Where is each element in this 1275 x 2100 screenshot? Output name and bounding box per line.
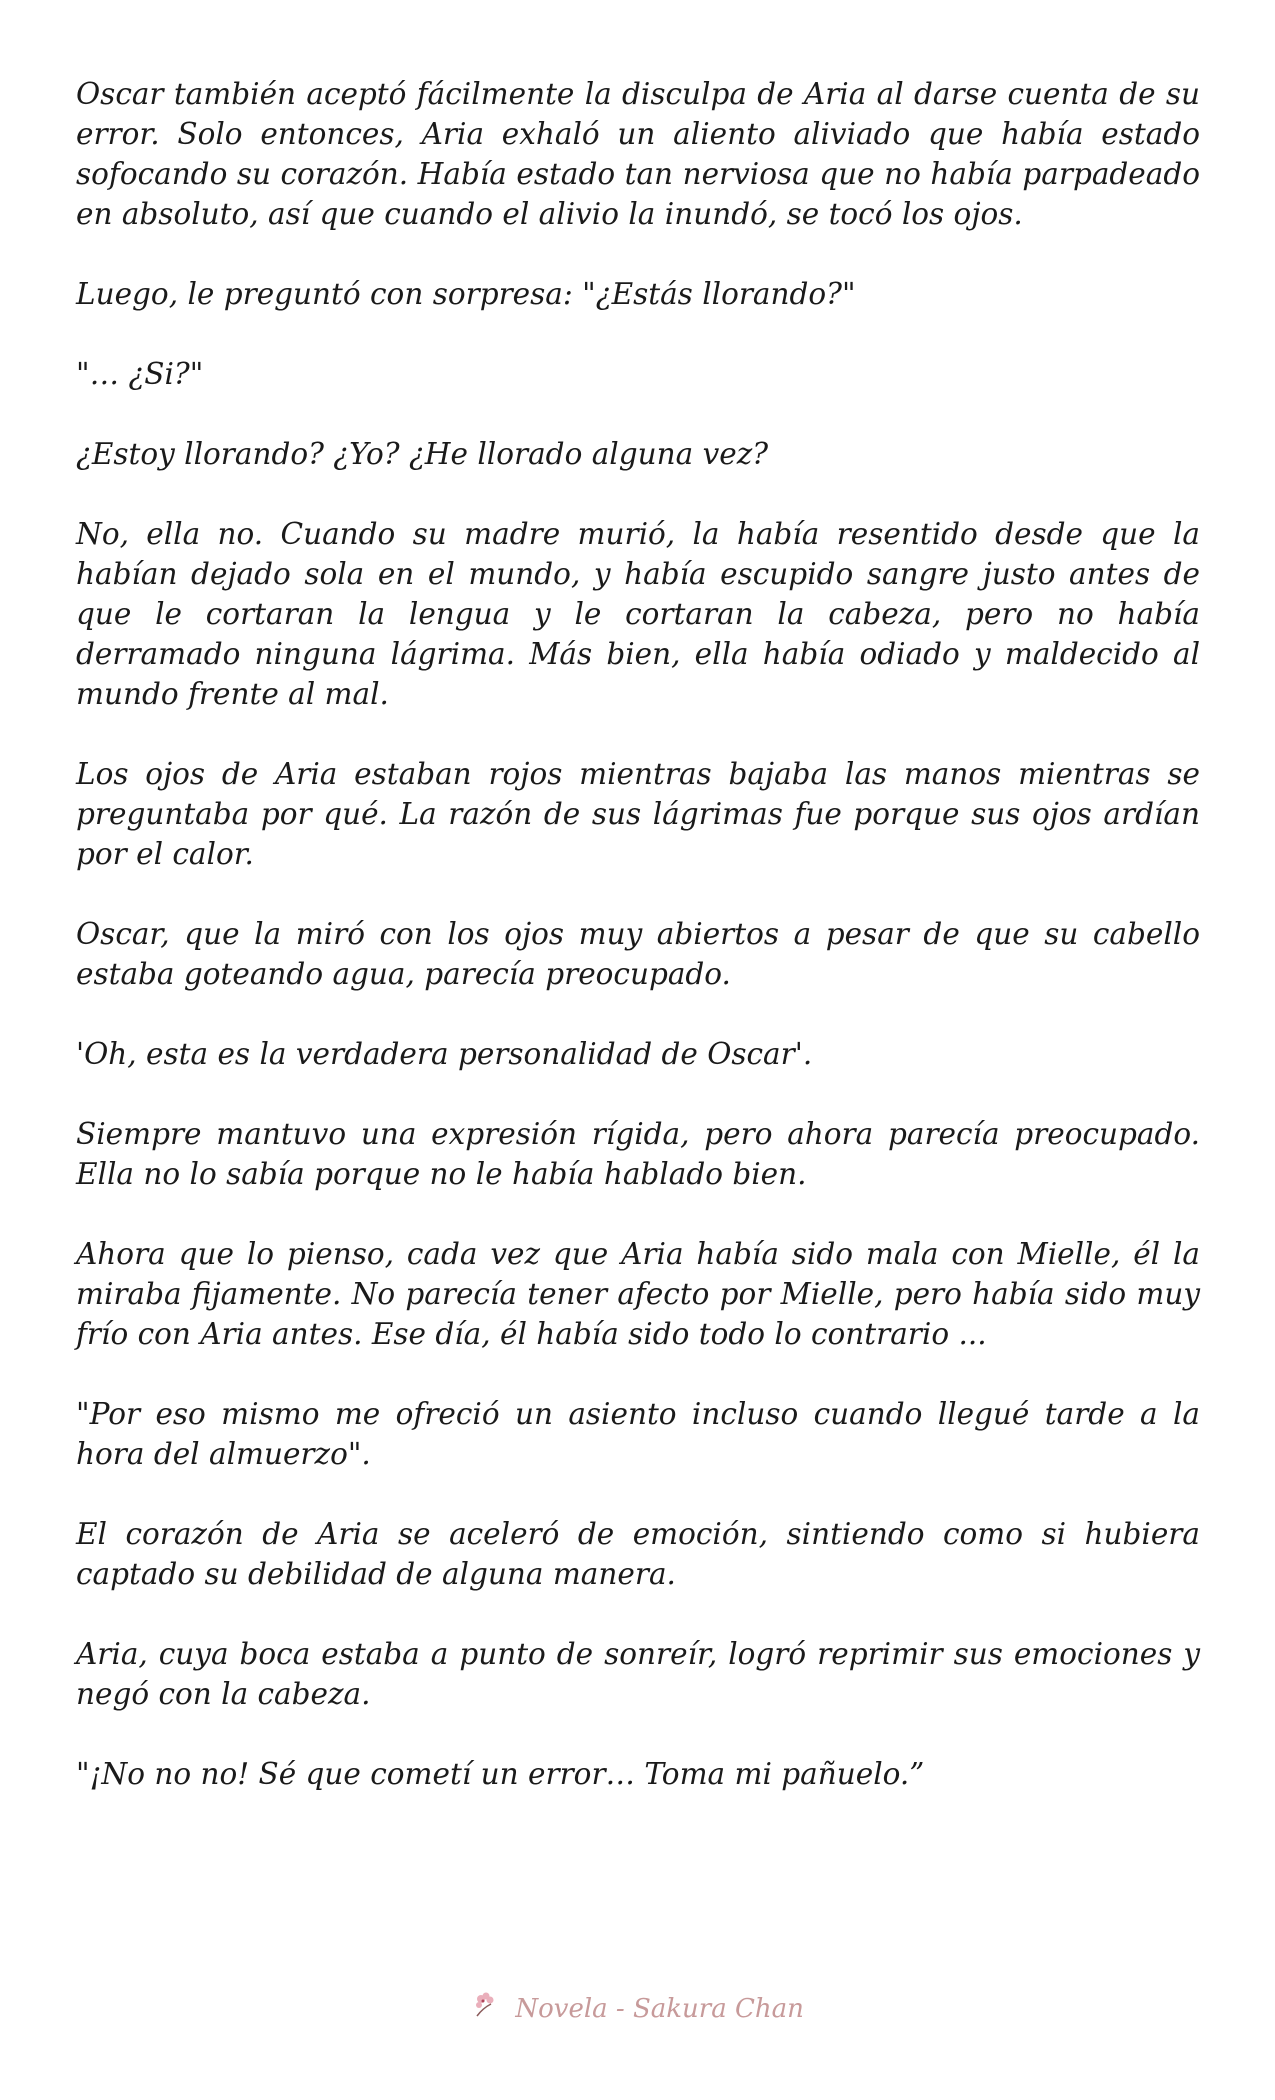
paragraph-3: "… ¿Si?" [76,357,204,391]
watermark-text: Novela - Sakura Chan [515,1993,804,2024]
paragraph-13: Aria, cuya boca estaba a punto de sonreír, logró reprimir sus emociones y negó con la cabeza. [76,1637,1200,1711]
sakura-flower-icon [471,1990,501,2027]
paragraph-11: "Por eso mismo me ofreció un asiento incluso cuando llegué tarde a la hora del almuerzo". [76,1397,1200,1471]
paragraph-14: "¡No no no! Sé que cometí un error… Toma mi pañuelo.” [76,1757,925,1791]
paragraph-4: ¿Estoy llorando? ¿Yo? ¿He llorado alguna vez? [76,437,769,471]
novel-page [76,74,1200,1834]
paragraph-9: Siempre mantuvo una expresión rígida, pero ahora parecía preocupado. Ella no lo sabía porque no le había hablado bien. [76,1117,1200,1191]
paragraph-10: Ahora que lo pienso, cada vez que Aria había sido mala con Mielle, él la miraba fijamente. No parecía tener afecto por Mielle, pero había sido muy frío con Aria antes. Ese día, él había sido todo lo contrario ... [76,1237,1200,1351]
paragraph-12: El corazón de Aria se aceleró de emoción, sintiendo como si hubiera captado su debilidad de alguna manera. [76,1517,1200,1591]
paragraph-5: No, ella no. Cuando su madre murió, la había resentido desde que la habían dejado sola en el mundo, y había escupido sangre justo antes de que le cortaran la lengua y le cortaran la cabeza, pero no había derramado ninguna lágrima. Más bien, ella había odiado y maldecido al mundo frente al mal. [76,517,1200,711]
paragraph-7: Oscar, que la miró con los ojos muy abiertos a pesar de que su cabello estaba goteando agua, parecía preocupado. [76,917,1200,991]
paragraph-1: Oscar también aceptó fácilmente la disculpa de Aria al darse cuenta de su error. Solo entonces, Aria exhaló un aliento aliviado que había estado sofocando su corazón. Había estado tan nerviosa que no había parpadeado en absoluto, así que cuando el alivio la inundó, se tocó los ojos. [76,77,1200,231]
paragraph-8: 'Oh, esta es la verdadera personalidad de Oscar'. [76,1037,813,1071]
paragraph-2: Luego, le preguntó con sorpresa: "¿Estás llorando?" [76,277,856,311]
watermark [0,1990,1275,2027]
paragraph-6: Los ojos de Aria estaban rojos mientras bajaba las manos mientras se preguntaba por qué. La razón de sus lágrimas fue porque sus ojos ardían por el calor. [76,757,1200,871]
